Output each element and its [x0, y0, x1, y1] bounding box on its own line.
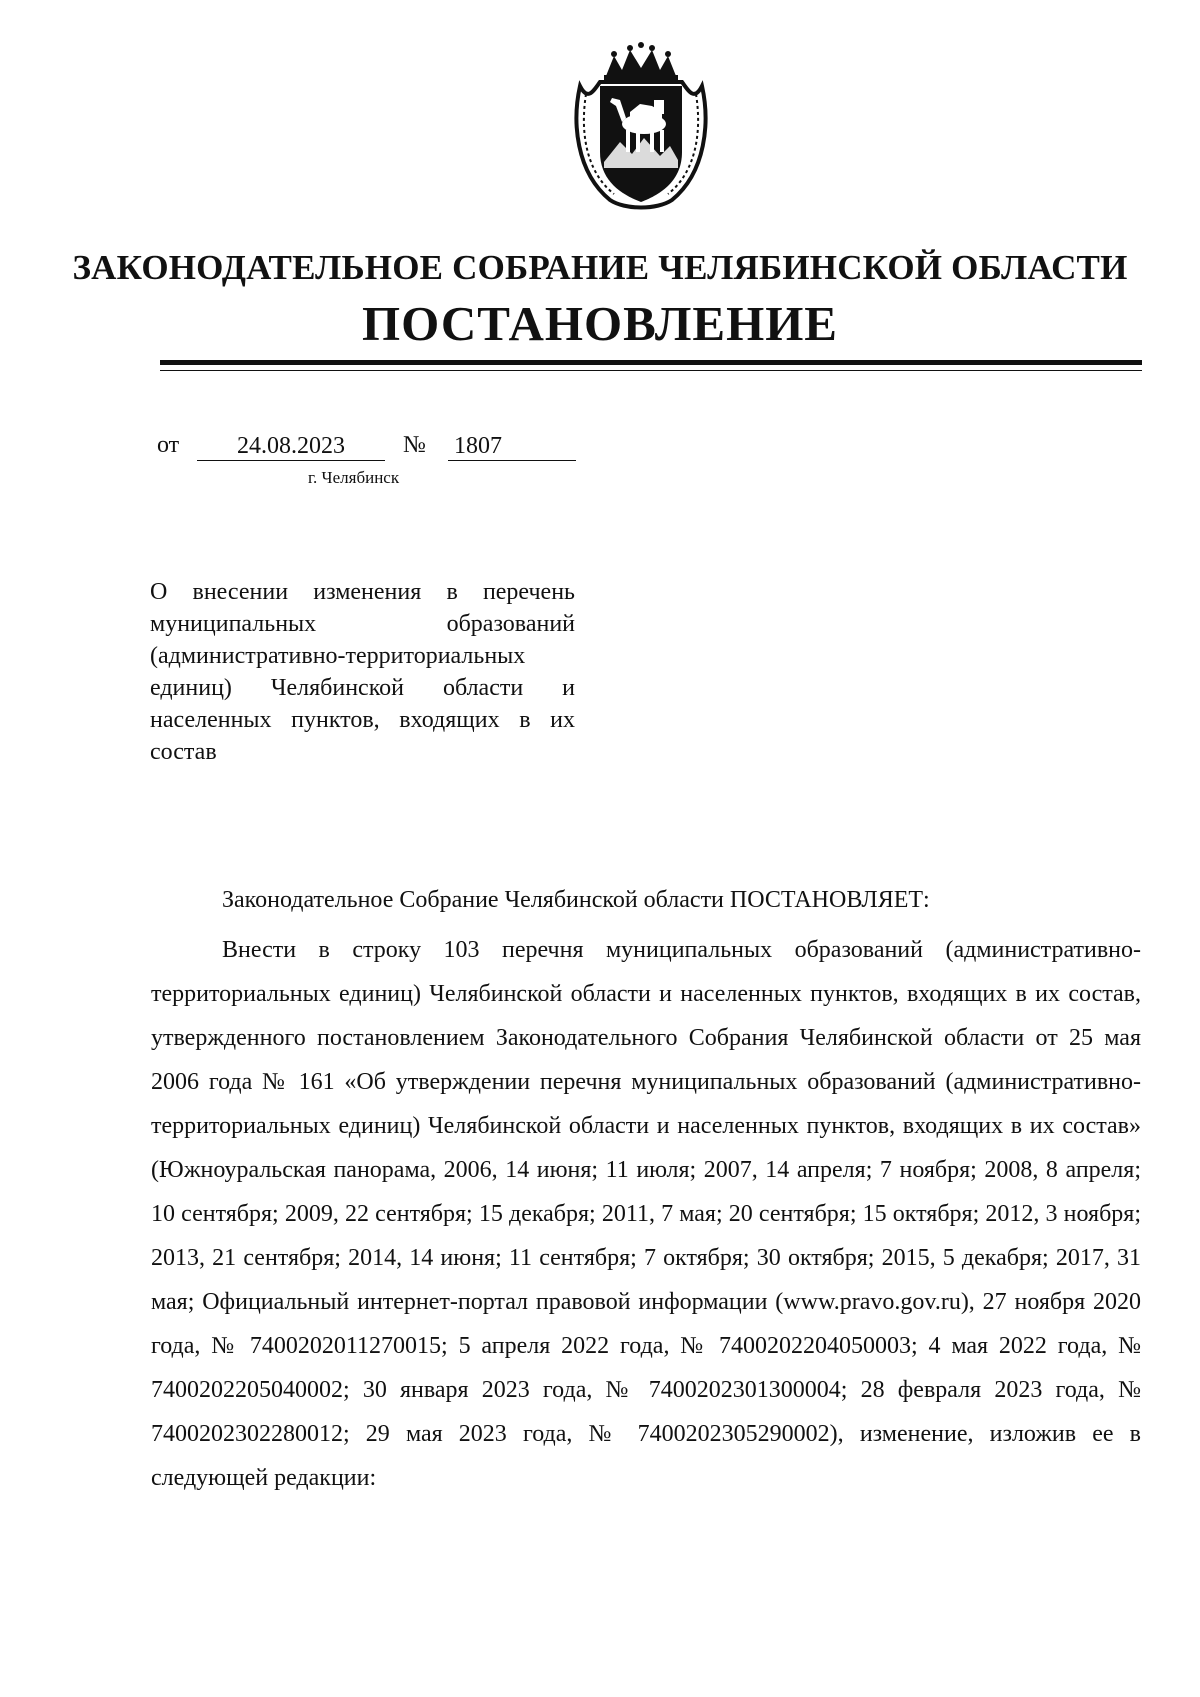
coat-of-arms-emblem	[570, 42, 712, 212]
organization-title: ЗАКОНОДАТЕЛЬНОЕ СОБРАНИЕ ЧЕЛЯБИНСКОЙ ОБЛАСТИ	[72, 248, 1128, 287]
header-rule-thick	[160, 360, 1142, 365]
main-paragraph: Внести в строку 103 перечня муниципальных образований (административно-территориальных единиц) Челябинской области и населенных пунктов, входящих в их состав, утвержденного постановлением Законодательного Собрания Челябинской области от 25 мая 2006 года № 161 «Об утверждении перечня муниципальных образований (административно-территориальных единиц) Челябинской области и населенных пунктов, входящих в их состав» (Южноуральская панорама, 2006, 14 июня; 11 июля; 2007, 14 апреля; 7 ноября; 2008, 8 апреля; 10 сентября; 2009, 22 сентября; 15 декабря; 2011, 7 мая; 20 сентября; 15 октября; 2012, 3 ноября; 2013, 21 сентября; 2014, 14 июня; 11 сентября; 7 октября; 30 октября; 2015, 5 декабря; 2017, 31 мая; Официальный интернет-портал правовой информации (www.pravo.gov.ru), 27 ноября 2020 года, № 7400202011270015; 5 апреля 2022 года, № 7400202204050003; 4 мая 2022 года, № 7400202205040002; 30 января 2023 года, № 7400202301300004; 28 февраля 2023 года, № 7400202302280012; 29 мая 2023 года, № 7400202305290002), изменение, изложив ее в следующей редакции:	[151, 937, 1141, 1491]
document-subject: О внесении изменения в перечень муниципальных образований (административно-территориальных единиц) Челябинской области и населенных пунктов, входящих в их состав	[150, 579, 575, 765]
city-label: г. Челябинск	[308, 468, 400, 487]
document-number: 1807	[448, 432, 576, 461]
number-label: №	[403, 432, 426, 458]
intro-paragraph: Законодательное Собрание Челябинской области ПОСТАНОВЛЯЕТ:	[222, 887, 930, 913]
date-prefix: от	[157, 432, 180, 458]
document-date: 24.08.2023	[197, 432, 385, 461]
header-rule-thin	[160, 370, 1142, 371]
document-type-heading: ПОСТАНОВЛЕНИЕ	[362, 296, 838, 351]
